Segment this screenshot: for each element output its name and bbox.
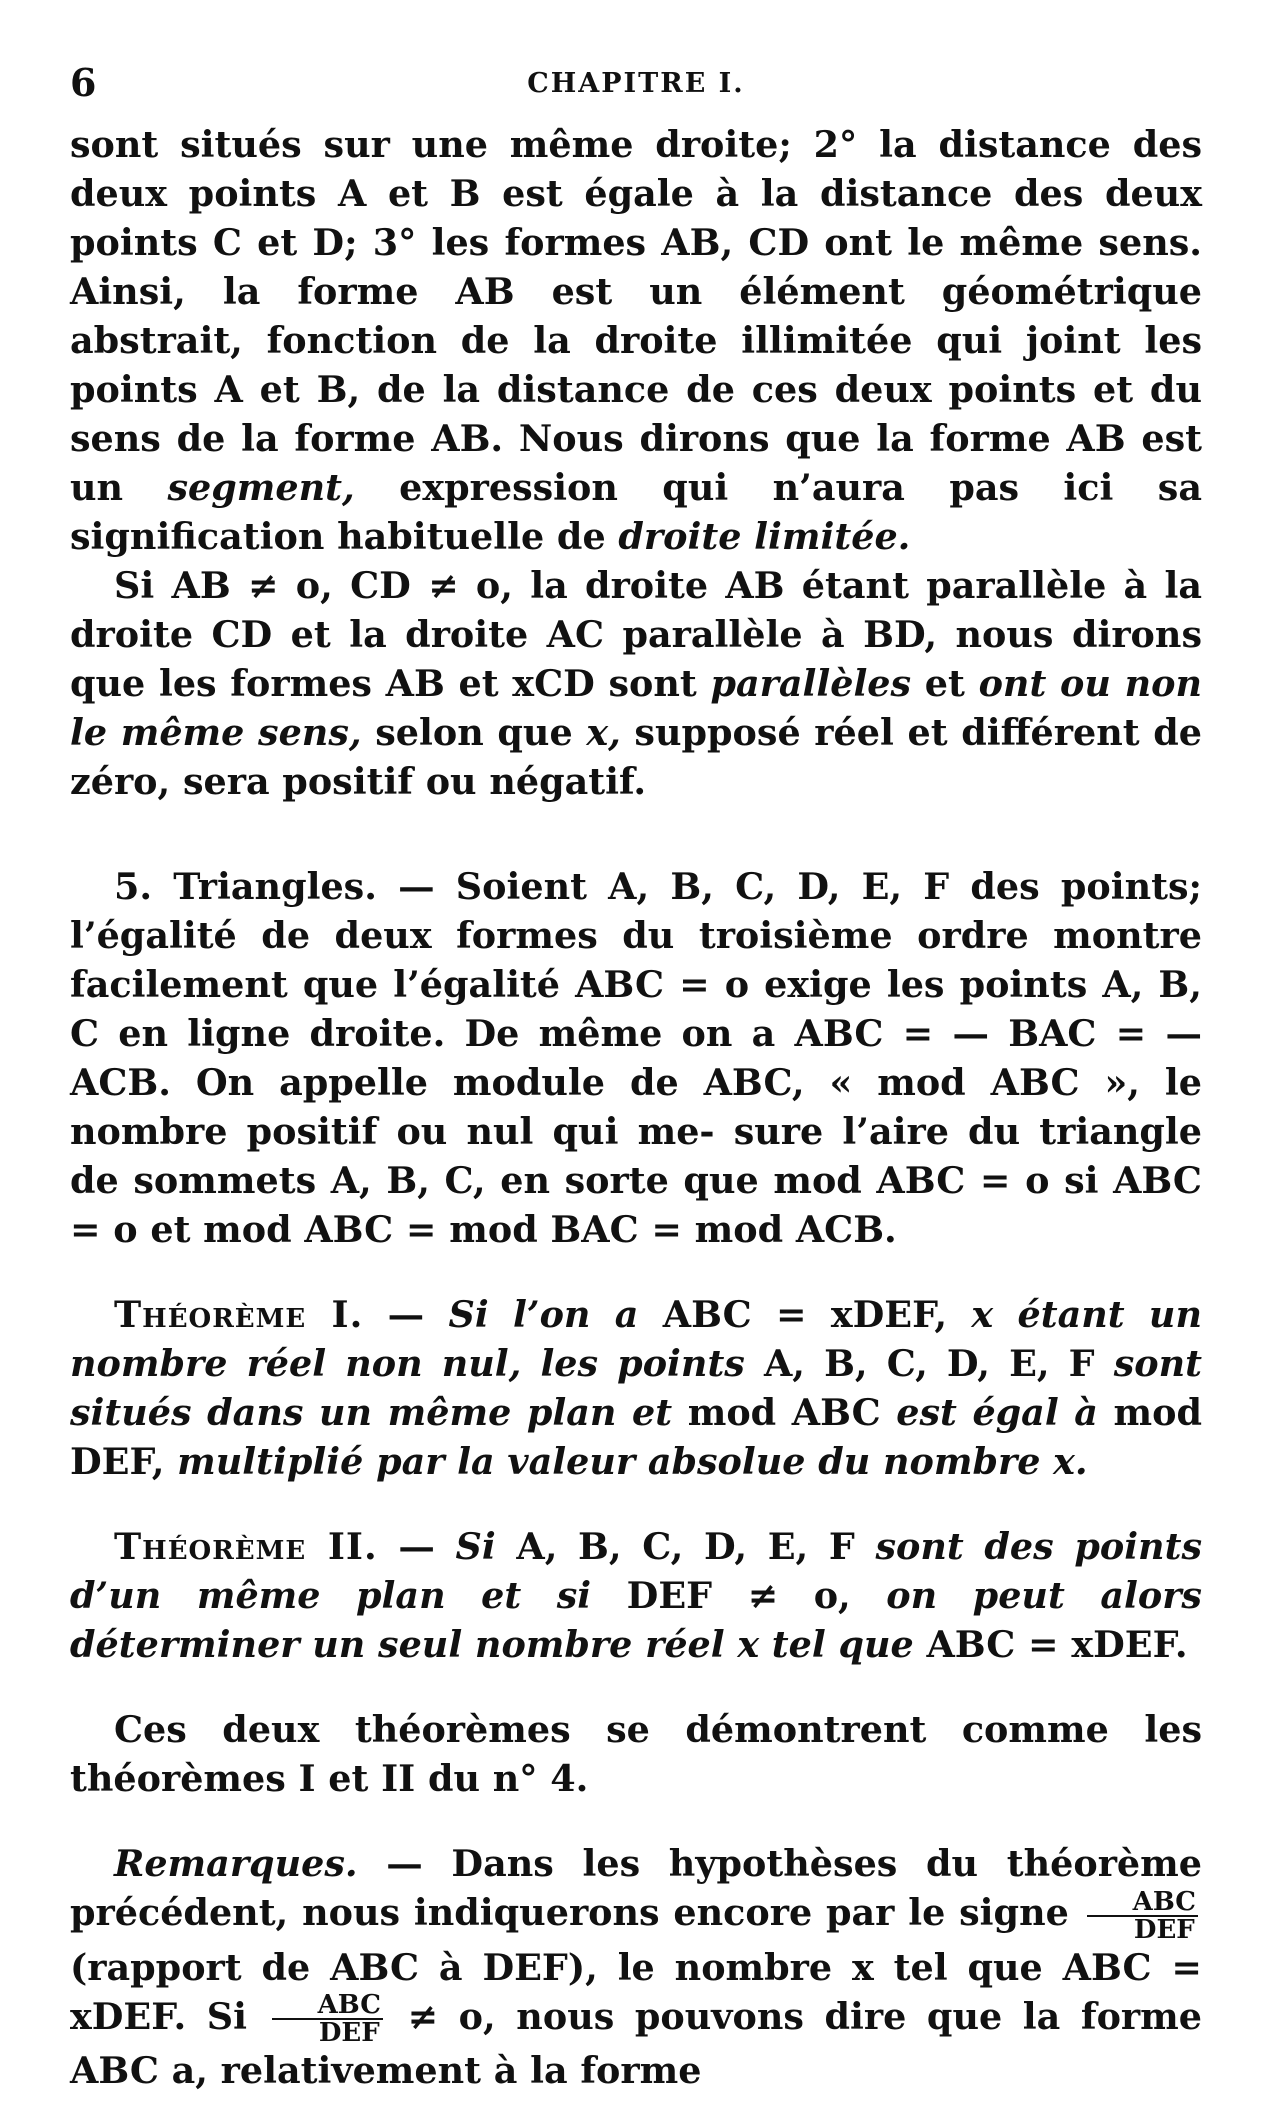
remarks-paragraph: Remarques. — Dans les hypothèses du théorème précédent, nous indiquerons encore par le signe $\frac{\text{ABC}}{\text{DEF}}$ (rapport de ABC à DEF), le nombre x tel que ABC = xDEF. Si $\frac{\text{ABC}}{\text{DEF}}$ ≠ o, nous pouvons dire que la forme ABC a, relativement à la forme bbox=[70, 1842, 1202, 2092]
page-header bbox=[70, 60, 1202, 120]
remarks-label: Remarques. bbox=[114, 1842, 358, 1885]
theorem-label: Théorème II. bbox=[114, 1525, 378, 1568]
paragraph-parallel-forms: Si AB ≠ o, CD ≠ o, la droite AB étant parallèle à la droite CD et la droite AC parallèle à BD, nous dirons que les formes AB et xCD sont parallèles et ont ou non le même sens, selon que x, supposé réel et différent de zéro, sera positif ou négatif. bbox=[70, 564, 1202, 803]
ratio-fraction: $\frac{\text{ABC}}{\text{DEF}}$ bbox=[272, 1992, 383, 2046]
paragraph-segment-definition: sont situés sur une même droite; 2° la distance des deux points A et B est égale à la distance des deux points C et D; 3° les formes AB, CD ont le même sens. Ainsi, la forme AB est un élément géométrique abstrait, fonction de la droite illimitée qui joint les points A et B, de la distance de ces deux points et du sens de la forme AB. Nous dirons que la forme AB est un segment, expression qui n’aura pas ici sa signification habituelle de droite limitée. bbox=[70, 123, 1202, 558]
theorem-label: Théorème I. bbox=[114, 1293, 364, 1336]
section-heading: 5. Triangles. bbox=[114, 865, 377, 908]
running-title: CHAPITRE I. bbox=[527, 68, 745, 99]
section-triangles: 5. Triangles. — Soient A, B, C, D, E, F des points; l’égalité de deux formes du troisième ordre montre facilement que l’égalité ABC = o exige les points A, B, C en ligne droite. De même on a ABC = — BAC = — ACB. On appelle module de ABC, « mod ABC », le nombre positif ou nul qui me- sure l’aire du triangle de sommets A, B, C, en sorte que mod ABC = o si ABC = o et mod ABC = mod BAC = mod ACB. bbox=[70, 865, 1202, 1251]
ratio-fraction: $\frac{\text{ABC}}{\text{DEF}}$ bbox=[1087, 1889, 1198, 1943]
paragraph-proof-note: Ces deux théorèmes se démontrent comme les théorèmes I et II du n° 4. bbox=[70, 1708, 1202, 1800]
theorem-one: Théorème I. — Si l’on a ABC = xDEF, x étant un nombre réel non nul, les points A, B, C, D, E, F sont situés dans un même plan et mod ABC est égal à mod DEF, multiplié par la valeur absolue du nombre x. bbox=[70, 1293, 1203, 1483]
book-page bbox=[70, 60, 1202, 2095]
page-number: 6 bbox=[70, 60, 97, 105]
theorem-two: Théorème II. — Si A, B, C, D, E, F sont des points d’un même plan et si DEF ≠ o, on peut alors déterminer un seul nombre réel x tel que ABC = xDEF. bbox=[70, 1525, 1203, 1666]
